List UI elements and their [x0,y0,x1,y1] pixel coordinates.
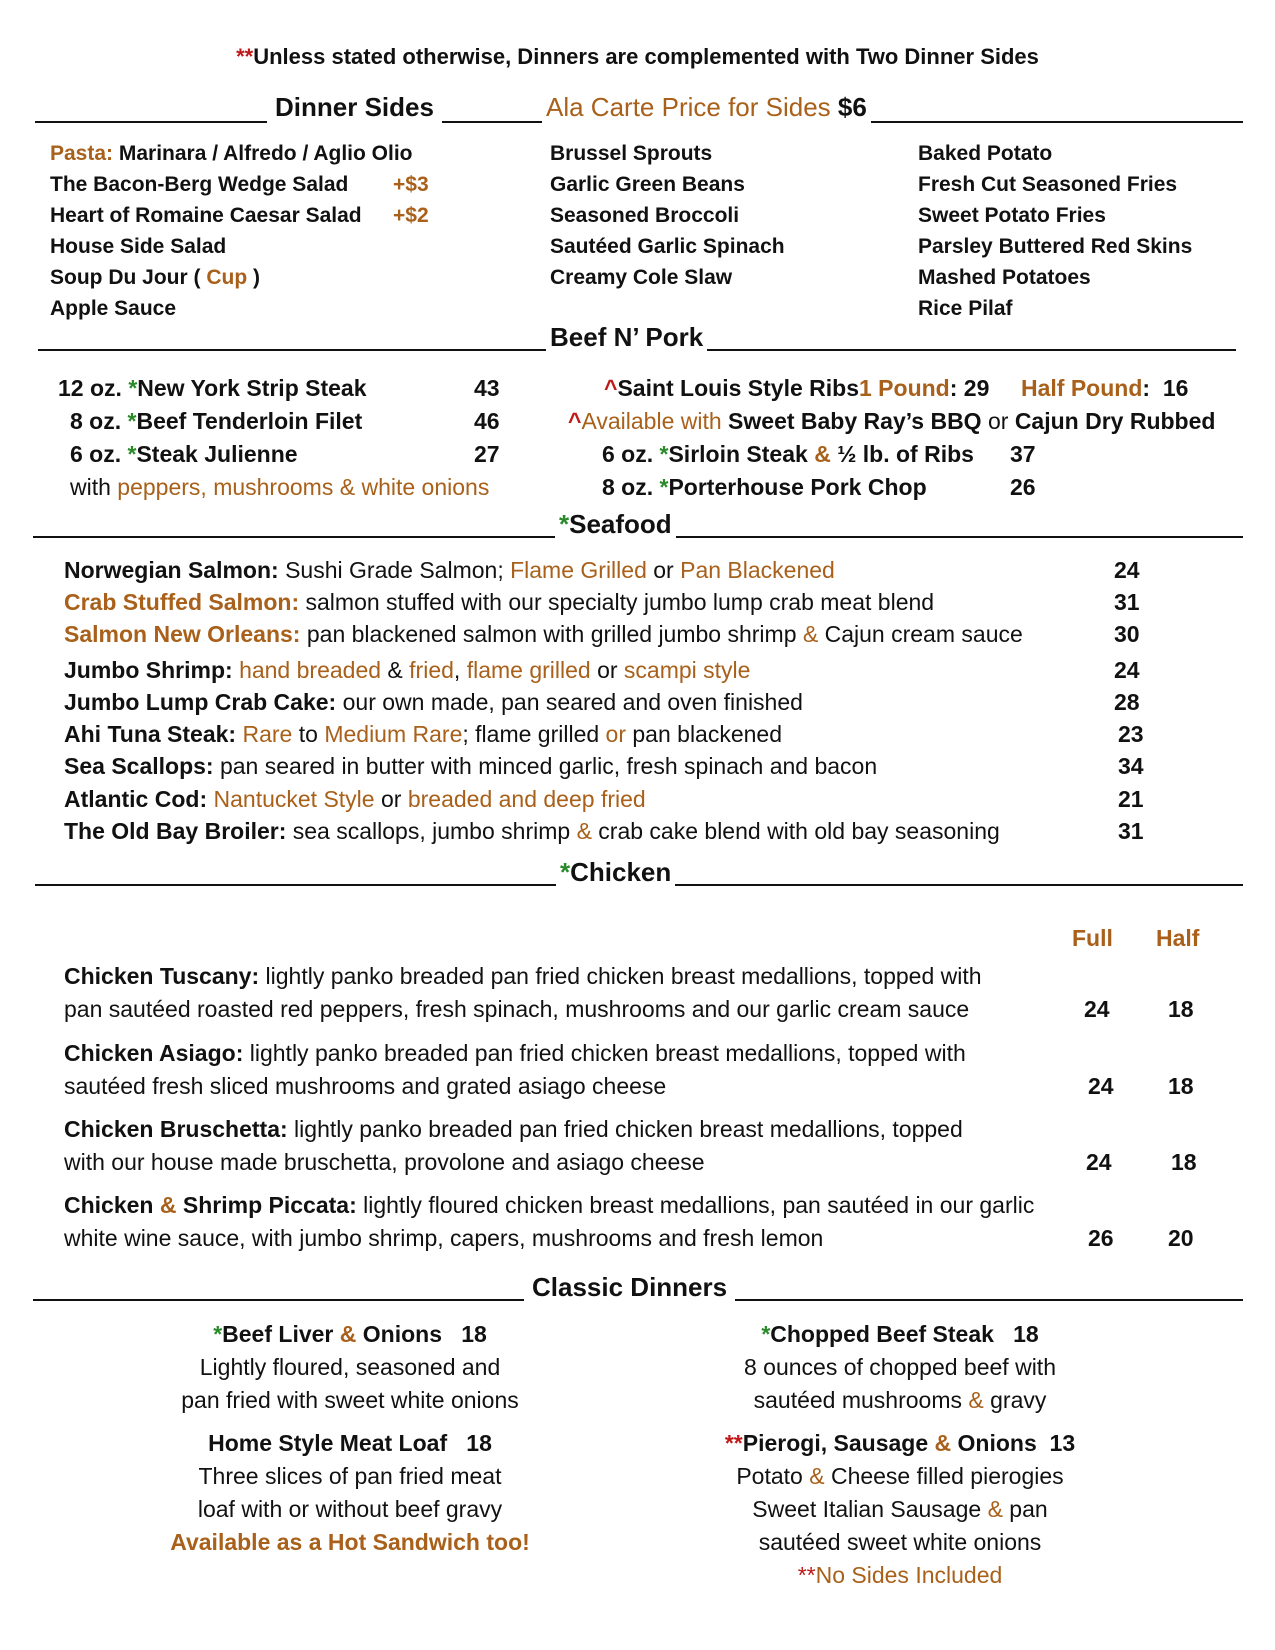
seafood-item-price: 24 [1114,557,1140,583]
intro-note [0,44,1275,70]
ribs-name: Saint Louis Style Ribs [617,375,859,401]
soup-text: Soup Du Jour ( [50,266,201,289]
chopped-desc2b: gravy [983,1387,1047,1413]
tuscany-desc2: pan sautéed roasted red peppers, fresh spinach, mushrooms and our garlic cream sauce [64,996,970,1022]
seafood-item-price: 31 [1114,589,1140,615]
liver-star: * [213,1321,223,1347]
ribs-half [1021,372,1188,405]
seafood-item-desc: pan seared in butter with minced garlic, fresh spinach and bacon [219,753,878,779]
seafood-item [64,753,1214,780]
pasta-text: Marinara / Alfredo / Aglio Olio [113,142,413,165]
ribs-note-bbq: Sweet Baby Ray’s BBQ [728,408,982,434]
seafood-item-desc: or [374,786,408,812]
chopped-star: * [761,1321,771,1347]
seafood-item-desc: or [646,557,681,583]
combo-price: 37 [1010,441,1036,467]
chicken-half-label: Half [1156,925,1200,951]
seafood-item-desc: Medium Rare [324,721,463,747]
sides-col2 [550,138,785,293]
seafood-item-desc: Rare [242,721,293,747]
seafood-item-name: Atlantic Cod: [64,786,208,812]
sides-price-value: $6 [837,92,867,122]
side-brussel: Brussel Sprouts [550,142,713,165]
beef-left [58,372,540,504]
side-redskins: Parsley Buttered Red Skins [918,235,1193,258]
seafood-item-desc: Pan Blackened [680,557,835,583]
seafood-item-desc: ; flame grilled [462,721,606,747]
seafood-item-name: Ahi Tuna Steak: [64,721,237,747]
combo-name1: Sirloin Steak [668,441,815,467]
side-rice: Rice Pilaf [918,297,1013,320]
classic-heading-text: Classic Dinners [532,1272,728,1302]
pierogi-desc1a: Potato [736,1463,810,1489]
julienne-note-text: peppers, mushrooms & white onions [117,474,490,500]
caesar-text: Heart of Romaine Caesar Salad [50,204,362,227]
beef-ribs-note [564,405,1264,438]
piccata-full: 26 [1088,1225,1114,1251]
ribs-note-or: or [981,408,1015,434]
beef-ribs [564,372,1264,405]
classic-chopped [670,1318,1130,1417]
asiago-half: 18 [1168,1073,1194,1099]
pierogi-price: 13 [1049,1430,1076,1456]
chicken-star: * [560,857,571,887]
nystrip-price: 43 [474,375,500,401]
pierogi-desc1 [665,1460,1135,1493]
seafood-item-name: Crab Stuffed Salmon: [64,589,300,615]
piccata-half: 20 [1168,1225,1194,1251]
bruschetta-desc2: with our house made bruschetta, provolone and asiago cheese [64,1149,705,1175]
seafood-item-desc: flame grilled [466,657,591,683]
tuscany-name: Chicken Tuscany: [64,963,260,989]
tuscany-full: 24 [1084,996,1110,1022]
chicken-asiago [64,1037,1214,1103]
seafood-heading [555,509,676,540]
seafood-item [64,721,1214,748]
sides-heading-text: Dinner Sides [275,92,434,122]
classic-pierogi [665,1427,1135,1592]
pierogi-nosides-stars: ** [797,1562,816,1588]
beef-right [564,372,1264,504]
liver-desc2: pan fried with sweet white onions [181,1387,519,1413]
julienne-size: 6 oz. [70,441,122,467]
side-sweetfries: Sweet Potato Fries [918,204,1106,227]
seafood-item [64,818,1214,845]
seafood-item-desc: scampi style [623,657,751,683]
classic-meatloaf [120,1427,580,1559]
ribs-note-caret: ^ [568,408,582,434]
pierogi-nosides [665,1559,1135,1592]
asiago-line2 [64,1070,1214,1103]
chicken-tuscany [64,960,1214,1026]
seafood-item-name: Norwegian Salmon: [64,557,279,583]
seafood-item-desc: crab cake blend with old bay seasoning [591,818,1000,844]
beef-porkchop [564,471,1262,504]
seafood-item [64,589,1214,616]
side-house: House Side Salad [50,235,227,258]
side-soup [50,262,413,293]
intro-text: Unless stated otherwise, Dinners are complemented with Two Dinner Sides [253,44,1039,69]
meatloaf-desc1: Three slices of pan fried meat [198,1463,502,1489]
nystrip-size: 12 oz. [58,375,122,401]
piccata-line1 [64,1189,1214,1222]
sides-col1 [50,138,429,324]
seafood-item-name: Jumbo Shrimp: [64,657,233,683]
side-caesar [50,200,429,231]
ribs-half-label: Half Pound [1021,375,1143,401]
sides-price [542,92,871,123]
seafood-item-desc: , [453,657,467,683]
classic-liver [120,1318,580,1417]
seafood-item-price: 31 [1118,818,1144,844]
side-applesauce: Apple Sauce [50,297,177,320]
ribs-half-price: : 16 [1142,375,1189,401]
classic-heading [524,1272,735,1303]
seafood-item-desc: fried [409,657,454,683]
ribs-one [859,372,989,405]
liver-amp: & [339,1321,357,1347]
chop-size: 8 oz. [602,474,654,500]
beef-heading-text: Beef N’ Pork [550,322,704,352]
beef-julienne-note [58,471,540,504]
ribs-one-label: 1 Pound [859,375,950,401]
julienne-price: 27 [474,441,500,467]
bruschetta-desc1: lightly panko breaded pan fried chicken breast medallions, topped [287,1116,963,1142]
chicken-heading [556,857,675,888]
pierogi-desc2amp: & [987,1496,1003,1522]
seafood-item-desc: Flame Grilled [510,557,647,583]
seafood-item-price: 23 [1118,721,1144,747]
chicken-piccata [64,1189,1214,1255]
asiago-desc1: lightly panko breaded pan fried chicken breast medallions, topped with [243,1040,966,1066]
chopped-title [670,1318,1130,1351]
filet-star: * [127,408,137,434]
sides-price-label: Ala Carte Price for Sides [546,92,831,122]
beef-combo [564,438,1262,471]
combo-size: 6 oz. [602,441,654,467]
beef-item-nystrip [58,372,528,405]
sides-heading [267,92,442,123]
seafood-item-desc: to [292,721,325,747]
caesar-extra: +$2 [393,204,429,227]
chopped-desc2a: sautéed mushrooms [753,1387,969,1413]
meatloaf-price: 18 [466,1430,492,1456]
bruschetta-full: 24 [1086,1149,1112,1175]
julienne-name: Steak Julienne [136,441,298,467]
liver-name2: Onions [356,1321,443,1347]
asiago-full: 24 [1088,1073,1114,1099]
piccata-desc1: lightly floured chicken breast medallions, pan sautéed in our garlic [356,1192,1035,1218]
ribs-note-avail: Available with [581,408,729,434]
side-spinach: Sautéed Garlic Spinach [550,235,785,258]
bruschetta-line2 [64,1146,1214,1179]
soup-cup: Cup [206,266,248,289]
meatloaf-title [120,1427,580,1460]
ribs-caret: ^ [604,375,618,401]
pierogi-name1: Pierogi, Sausage [742,1430,935,1456]
combo-name2: ½ lb. of Ribs [830,441,974,467]
sides-col3 [918,138,1192,324]
liver-title [120,1318,580,1351]
chopped-desc2 [670,1384,1130,1417]
piccata-line2 [64,1222,1214,1255]
seafood-item-price: 24 [1114,657,1140,683]
chopped-price: 18 [1013,1321,1039,1347]
bruschetta-line1 [64,1113,1214,1146]
beef-item-filet [58,405,540,438]
ribs-one-price: : 29 [949,375,990,401]
seafood-heading-text: Seafood [569,509,672,539]
pierogi-desc2b: pan [1002,1496,1048,1522]
piccata-desc2: white wine sauce, with jumbo shrimp, capers, mushrooms and fresh lemon [64,1225,824,1251]
intro-stars: ** [236,44,254,69]
seafood-item [64,689,1214,716]
asiago-name: Chicken Asiago: [64,1040,244,1066]
pierogi-title [665,1427,1135,1460]
meatloaf-name: Home Style Meat Loaf [208,1430,448,1456]
side-bakedpotato: Baked Potato [918,142,1053,165]
seafood-item-desc: our own made, pan seared and oven finished [342,689,803,715]
filet-size: 8 oz. [70,408,122,434]
seafood-item-name: The Old Bay Broiler: [64,818,287,844]
seafood-item-name: Salmon New Orleans: [64,621,301,647]
chicken-bruschetta [64,1113,1214,1179]
seafood-item-name: Jumbo Lump Crab Cake: [64,689,337,715]
chicken-heading-text: Chicken [570,857,672,887]
liver-price: 18 [461,1321,487,1347]
side-pasta [50,138,413,169]
seafood-item [64,621,1214,648]
seafood-item-price: 34 [1118,753,1144,779]
beef-item-julienne [58,438,540,471]
filet-price: 46 [474,408,500,434]
soup-close: ) [253,266,261,289]
nystrip-name: New York Strip Steak [137,375,367,401]
side-mashed: Mashed Potatoes [918,266,1091,289]
wedge-extra: +$3 [393,173,429,196]
seafood-item-name: Sea Scallops: [64,753,214,779]
side-wedge [50,169,429,200]
seafood-item-desc: sea scallops, jumbo shrimp [292,818,577,844]
seafood-item-desc: or [590,657,624,683]
seafood-item [64,657,1214,684]
asiago-desc2: sautéed fresh sliced mushrooms and grated asiago cheese [64,1073,667,1099]
pierogi-desc1amp: & [809,1463,825,1489]
pasta-label: Pasta: [50,142,114,165]
nystrip-star: * [128,375,138,401]
chop-price: 26 [1010,474,1036,500]
meatloaf-sandwich: Available as a Hot Sandwich too! [170,1529,530,1555]
seafood-item-desc: & [576,818,592,844]
side-broccoli: Seasoned Broccoli [550,204,740,227]
chop-star: * [659,474,669,500]
pierogi-name2: Onions [951,1430,1037,1456]
bruschetta-name: Chicken Bruschetta: [64,1116,288,1142]
combo-star: * [659,441,669,467]
wedge-text: The Bacon-Berg Wedge Salad [50,173,349,196]
julienne-note-pre: with [70,474,118,500]
side-fries: Fresh Cut Seasoned Fries [918,173,1178,196]
pierogi-stars: ** [724,1430,743,1456]
filet-name: Beef Tenderloin Filet [136,408,363,434]
seafood-item-desc: salmon stuffed with our specialty jumbo lump crab meat blend [305,589,935,615]
pierogi-desc3: sautéed sweet white onions [758,1529,1042,1555]
seafood-item-desc: breaded and deep fried [407,786,646,812]
chicken-full-label: Full [1072,925,1113,951]
seafood-item-desc: Nantucket Style [213,786,375,812]
chopped-name: Chopped Beef Steak [770,1321,994,1347]
tuscany-half: 18 [1168,996,1194,1022]
seafood-item [64,786,1214,813]
pierogi-desc2a: Sweet Italian Sausage [752,1496,988,1522]
asiago-line1 [64,1037,1214,1070]
bruschetta-half: 18 [1171,1149,1197,1175]
piccata-name: Chicken & Shrimp Piccata: [64,1192,357,1218]
tuscany-desc1: lightly panko breaded pan fried chicken breast medallions, topped with [259,963,982,989]
pierogi-amp: & [934,1430,952,1456]
seafood-item-desc: & [381,657,410,683]
seafood-item-desc: pan blackened [626,721,783,747]
chopped-desc2amp: & [968,1387,984,1413]
seafood-item-desc: or [605,721,626,747]
pierogi-desc1b: Cheese filled pierogies [824,1463,1064,1489]
combo-amp: & [814,441,831,467]
seafood-item-desc: Cajun cream sauce [818,621,1023,647]
seafood-item-desc: pan blackened salmon with grilled jumbo shrimp [306,621,803,647]
seafood-item-desc: Sushi Grade Salmon; [285,557,511,583]
ribs-note-cajun: Cajun Dry Rubbed [1014,408,1216,434]
seafood-item-price: 21 [1118,786,1144,812]
seafood-star: * [559,509,570,539]
chopped-desc1: 8 ounces of chopped beef with [743,1354,1056,1380]
side-coleslaw: Creamy Cole Slaw [550,266,733,289]
seafood-item-price: 30 [1114,621,1140,647]
beef-heading [546,322,707,353]
liver-desc1: Lightly floured, seasoned and [199,1354,501,1380]
tuscany-line1 [64,960,1214,993]
seafood-item-desc: & [802,621,819,647]
pierogi-desc2 [665,1493,1135,1526]
side-greenbeans: Garlic Green Beans [550,173,745,196]
seafood-item-desc: hand breaded [239,657,382,683]
seafood-item [64,557,1214,584]
pierogi-nosides-text: No Sides Included [815,1562,1003,1588]
tuscany-line2 [64,993,1214,1026]
liver-name1: Beef Liver [222,1321,340,1347]
chop-name: Porterhouse Pork Chop [668,474,927,500]
seafood-item-price: 28 [1114,689,1140,715]
julienne-star: * [127,441,137,467]
meatloaf-desc2: loaf with or without beef gravy [197,1496,503,1522]
